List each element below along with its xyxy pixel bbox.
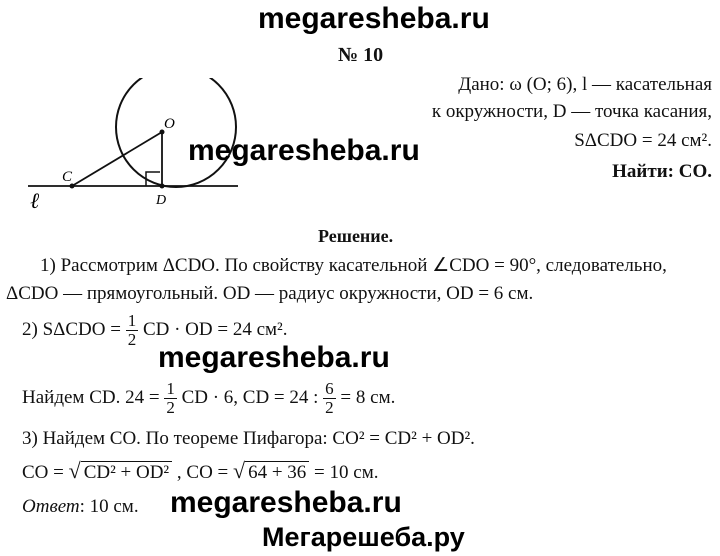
- find-cd-fraction-2: [323, 380, 336, 417]
- find-cd-fraction-1: [164, 380, 177, 417]
- co-root-2: 64 + 36: [245, 461, 309, 484]
- label-c: C: [62, 169, 73, 185]
- find-cd-frac1-num: 1: [166, 379, 175, 398]
- sqrt-icon: √: [68, 458, 81, 483]
- find-cd-frac1-den: 2: [166, 398, 175, 417]
- watermark-1: megaresheba.ru: [188, 134, 420, 167]
- watermark-2: megaresheba.ru: [158, 341, 390, 374]
- site-header: megaresheba.ru: [258, 2, 490, 35]
- step3-line: 3) Найдем CO. По теореме Пифагора: CO² = CD² + OD².: [22, 428, 475, 449]
- given-line-3: SΔCDO = 24 см².: [574, 130, 712, 151]
- answer-line: [22, 496, 139, 518]
- watermark-3: megaresheba.ru: [170, 486, 402, 519]
- step1-line1: 1) Рассмотрим ΔCDO. По свойству касательной ∠CDO = 90°, следовательно,: [40, 255, 667, 276]
- label-l: ℓ: [30, 188, 40, 213]
- co-prefix: CO =: [22, 462, 64, 483]
- answer-value: : 10 см.: [79, 496, 139, 517]
- co-line: [22, 458, 378, 484]
- find-cd-frac2-den: 2: [325, 398, 334, 417]
- find-cd-prefix: Найдем CD. 24 =: [22, 386, 160, 408]
- find-cd-line: [22, 380, 395, 417]
- step1-line2: ΔCDO — прямоугольный. OD — радиус окружности, OD = 6 см.: [6, 283, 534, 304]
- label-o: O: [164, 116, 175, 132]
- sqrt-icon-2: √: [233, 458, 246, 483]
- find-cd-middle: CD · 6, CD = 24 :: [181, 386, 319, 408]
- co-root-1: CD² + OD²: [81, 461, 172, 484]
- given-line-1: Дано: ω (O; 6), l — касательная: [458, 74, 712, 95]
- step2-fraction: [126, 312, 139, 349]
- step2-prefix: 2) SΔCDO =: [22, 318, 121, 340]
- find-cd-frac2-num: 6: [325, 379, 334, 398]
- step2-frac-num: 1: [127, 311, 137, 330]
- circle-omega: [116, 78, 236, 187]
- given-line-4: Найти: CO.: [612, 161, 712, 182]
- footer-site: Мегарешеба.ру: [262, 522, 465, 552]
- solution-title: Решение.: [318, 226, 394, 246]
- co-middle: , CO =: [176, 462, 229, 483]
- label-d: D: [156, 193, 167, 208]
- point-d: [160, 184, 165, 189]
- co-suffix: = 10 см.: [314, 462, 379, 483]
- given-line-2: к окружности, D — точка касания,: [431, 101, 712, 122]
- step2-suffix: CD · OD = 24 см².: [142, 318, 288, 340]
- answer-label: Ответ: [22, 496, 80, 517]
- step2-frac-den: 2: [127, 330, 137, 349]
- problem-number: № 10: [338, 44, 384, 66]
- find-cd-suffix: = 8 см.: [340, 386, 396, 408]
